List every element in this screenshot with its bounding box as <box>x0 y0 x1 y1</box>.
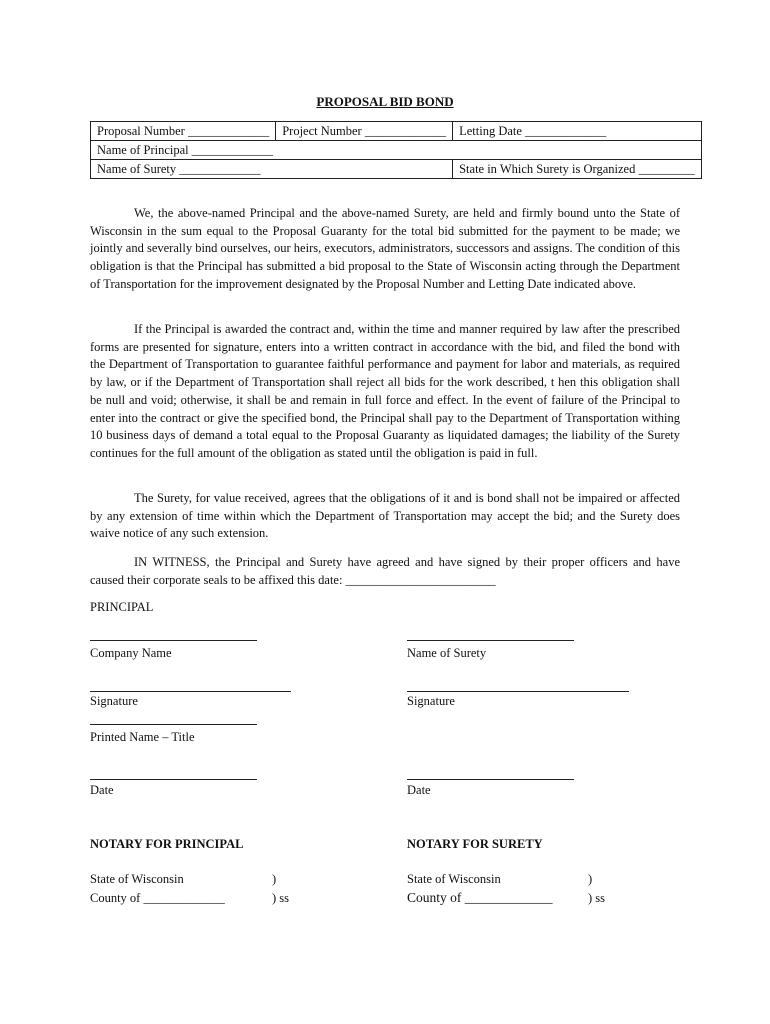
letting-date-cell[interactable]: Letting Date _____________ <box>453 122 702 141</box>
notary-principal-heading: NOTARY FOR PRINCIPAL <box>90 837 244 851</box>
notary-surety-county[interactable]: County of _____________ <box>407 890 553 905</box>
surety-name-line[interactable] <box>407 640 574 641</box>
bond-paragraph-1 <box>90 205 680 294</box>
notary-surety-ss: ) ss <box>588 891 606 905</box>
paragraph-text: The Surety, for value received, agrees that the obligations of it and is bond shall not be impaired or affected by any extension of time within which the Department of Transportation may accept the bid; and the Surety does waive notice of any such extension. <box>90 491 680 541</box>
bond-paragraph-2 <box>90 321 680 463</box>
witness-paragraph <box>90 554 680 589</box>
state-surety-organized-cell[interactable]: State in Which Surety is Organized _________ <box>453 160 702 179</box>
notary-principal-state: State of Wisconsin <box>90 872 184 886</box>
paragraph-text: If the Principal is awarded the contract and, within the time and manner required by law after the prescribed forms are presented for signature, enters into a written contract in accordance with the bid, and filed the bond with the Department of Transportation to guarantee faithful performance and payment for labor and materials, as required by law, or if the Department of Transportation shall reject all bids for the work described, t hen this obligation shall be null and void; otherwise, it shall be and remain in full force and effect. In the event of failure of the Principal to enter into the contract or give the specified bond, the Principal shall pay to the Department of Transportation withing 10 business days of demand a total equal to the Proposal Guaranty as liquidated damages; the liability of the Surety continues for the full amount of the obligation as stated until the obligation is paid in full. <box>90 322 680 460</box>
surety-signature-label: Signature <box>407 694 455 708</box>
paragraph-text: We, the above-named Principal and the above-named Surety, are held and firmly bound unto the State of Wisconsin in the sum equal to the Proposal Guaranty for the total bid submitted for the payment to be made; we jointly and severally bind ourselves, our heirs, executors, administrators, successors and assigns. The condition of this obligation is that the Principal has submitted a bid proposal to the State of Wisconsin acting through the Department of Transportation for the improvement designated by the Proposal Number and Letting Date indicated above. <box>90 206 680 291</box>
proposal-header-table <box>90 121 702 179</box>
printed-name-label: Printed Name – Title <box>90 730 195 744</box>
surety-name-label: Name of Surety <box>407 646 487 660</box>
proposal-number-cell[interactable]: Proposal Number _____________ <box>91 122 276 141</box>
principal-date-line[interactable] <box>90 779 257 780</box>
notary-surety-state: State of Wisconsin <box>407 872 501 886</box>
surety-date-label: Date <box>407 783 431 797</box>
notary-principal-state-paren: ) <box>272 872 277 886</box>
surety-signature-line[interactable] <box>407 691 629 692</box>
notary-surety-state-paren: ) <box>588 872 593 886</box>
document-title: PROPOSAL BID BOND <box>316 94 454 109</box>
surety-date-line[interactable] <box>407 779 574 780</box>
notary-principal-ss: ) ss <box>272 891 290 905</box>
principal-heading: PRINCIPAL <box>90 600 154 614</box>
paragraph-text: IN WITNESS, the Principal and Surety have agreed and have signed by their proper officers and have caused their corporate seals to be affixed this date: ________________________ <box>90 555 680 587</box>
company-name-label: Company Name <box>90 646 172 660</box>
principal-signature-line[interactable] <box>90 691 291 692</box>
notary-principal-county[interactable]: County of _____________ <box>90 891 225 905</box>
principal-date-label: Date <box>90 783 114 797</box>
notary-surety-heading: NOTARY FOR SURETY <box>407 837 543 851</box>
project-number-cell[interactable]: Project Number _____________ <box>276 122 453 141</box>
name-of-principal-cell[interactable]: Name of Principal _____________ <box>91 141 702 160</box>
bond-paragraph-3 <box>90 490 680 543</box>
name-of-surety-cell[interactable]: Name of Surety _____________ <box>91 160 453 179</box>
printed-name-line[interactable] <box>90 724 257 725</box>
principal-signature-label: Signature <box>90 694 138 708</box>
company-name-line[interactable] <box>90 640 257 641</box>
